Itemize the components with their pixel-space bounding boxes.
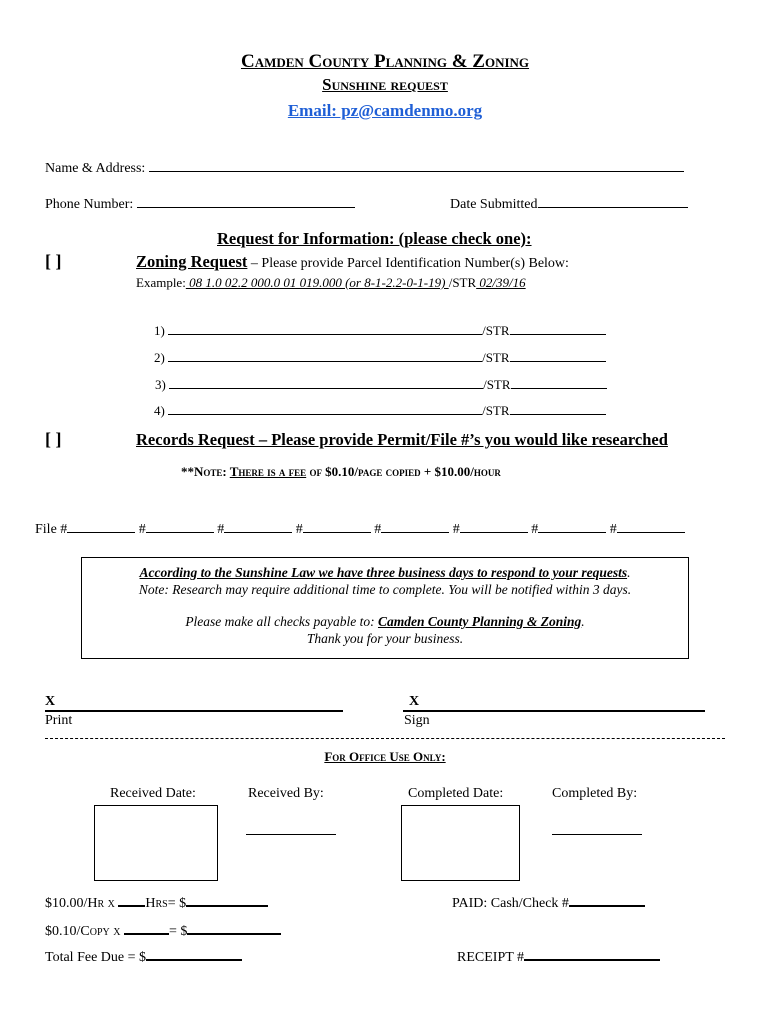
date-submitted-label: Date Submitted — [450, 197, 538, 212]
zoning-request-label: Zoning Request – Please provide Parcel Identification Number(s) Below: — [136, 252, 569, 271]
name-address-field[interactable] — [45, 157, 684, 177]
request-heading: Request for Information: (please check one): — [217, 229, 532, 248]
receipt-line[interactable]: RECEIPT # — [457, 945, 660, 966]
sign-label: Sign — [404, 713, 430, 728]
parcel-line-1[interactable]: 1) /STR — [154, 321, 606, 339]
received-date-box[interactable] — [94, 805, 218, 881]
zoning-example: Example: 08 1.0 02.2 000.0 01 019.000 (or 8-1-2.2-0-1-19) /STR 02/39/16 — [136, 275, 526, 290]
parcel-line-4[interactable]: 4) /STR — [154, 401, 606, 419]
phone-line[interactable] — [137, 193, 355, 208]
cut-divider — [45, 738, 725, 739]
phone-label: Phone Number: — [45, 197, 134, 212]
zoning-checkbox[interactable]: [ ] — [45, 251, 62, 271]
date-submitted-line[interactable] — [538, 193, 688, 208]
completed-by-line[interactable] — [552, 834, 642, 835]
form-subtitle: Sunshine request — [322, 75, 448, 94]
total-fee-line[interactable]: Total Fee Due = $ — [45, 945, 242, 966]
records-request-label: Records Request – Please provide Permit/File #’s you would like researched — [136, 430, 668, 449]
copy-fee-line[interactable]: $0.10/Copy x = $ — [45, 919, 281, 940]
received-date-label: Received Date: — [110, 786, 196, 801]
fee-note: **Note: There is a fee of $0.10/page copied + $10.00/hour — [181, 464, 501, 479]
print-signature-line[interactable]: X — [45, 694, 343, 712]
date-submitted-field[interactable] — [450, 193, 688, 213]
parcel-line-3[interactable]: 3) /STR — [155, 375, 607, 393]
form-title: Camden County Planning & Zoning — [240, 51, 530, 72]
hourly-fee-line[interactable]: $10.00/Hr x Hrs= $ — [45, 891, 268, 912]
office-use-heading: For Office Use Only: — [324, 749, 446, 764]
completed-by-label: Completed By: — [552, 786, 638, 801]
completed-date-label: Completed Date: — [408, 786, 504, 801]
sunshine-notice-box: According to the Sunshine Law we have three business days to respond to your requests. Note: Research may require additional time to complete. You will be notified within 3 days. Please make all checks payable to: Camden County Planning & Zoning. Thank you for your business. — [81, 557, 689, 659]
name-address-line[interactable] — [149, 157, 684, 172]
file-numbers-row[interactable]: File # # # # # # # # — [35, 518, 685, 538]
sign-signature-line[interactable]: X — [403, 694, 705, 712]
name-address-label: Name & Address: — [45, 161, 146, 176]
completed-date-box[interactable] — [401, 805, 520, 881]
email-link[interactable]: Email: pz@camdenmo.org — [287, 101, 483, 120]
paid-line[interactable]: PAID: Cash/Check # — [452, 891, 645, 912]
received-by-label: Received By: — [248, 786, 324, 801]
parcel-line-2[interactable]: 2) /STR — [154, 348, 606, 366]
records-checkbox[interactable]: [ ] — [45, 429, 62, 449]
received-by-line[interactable] — [246, 834, 336, 835]
print-label: Print — [45, 713, 73, 728]
phone-field[interactable] — [45, 193, 355, 213]
